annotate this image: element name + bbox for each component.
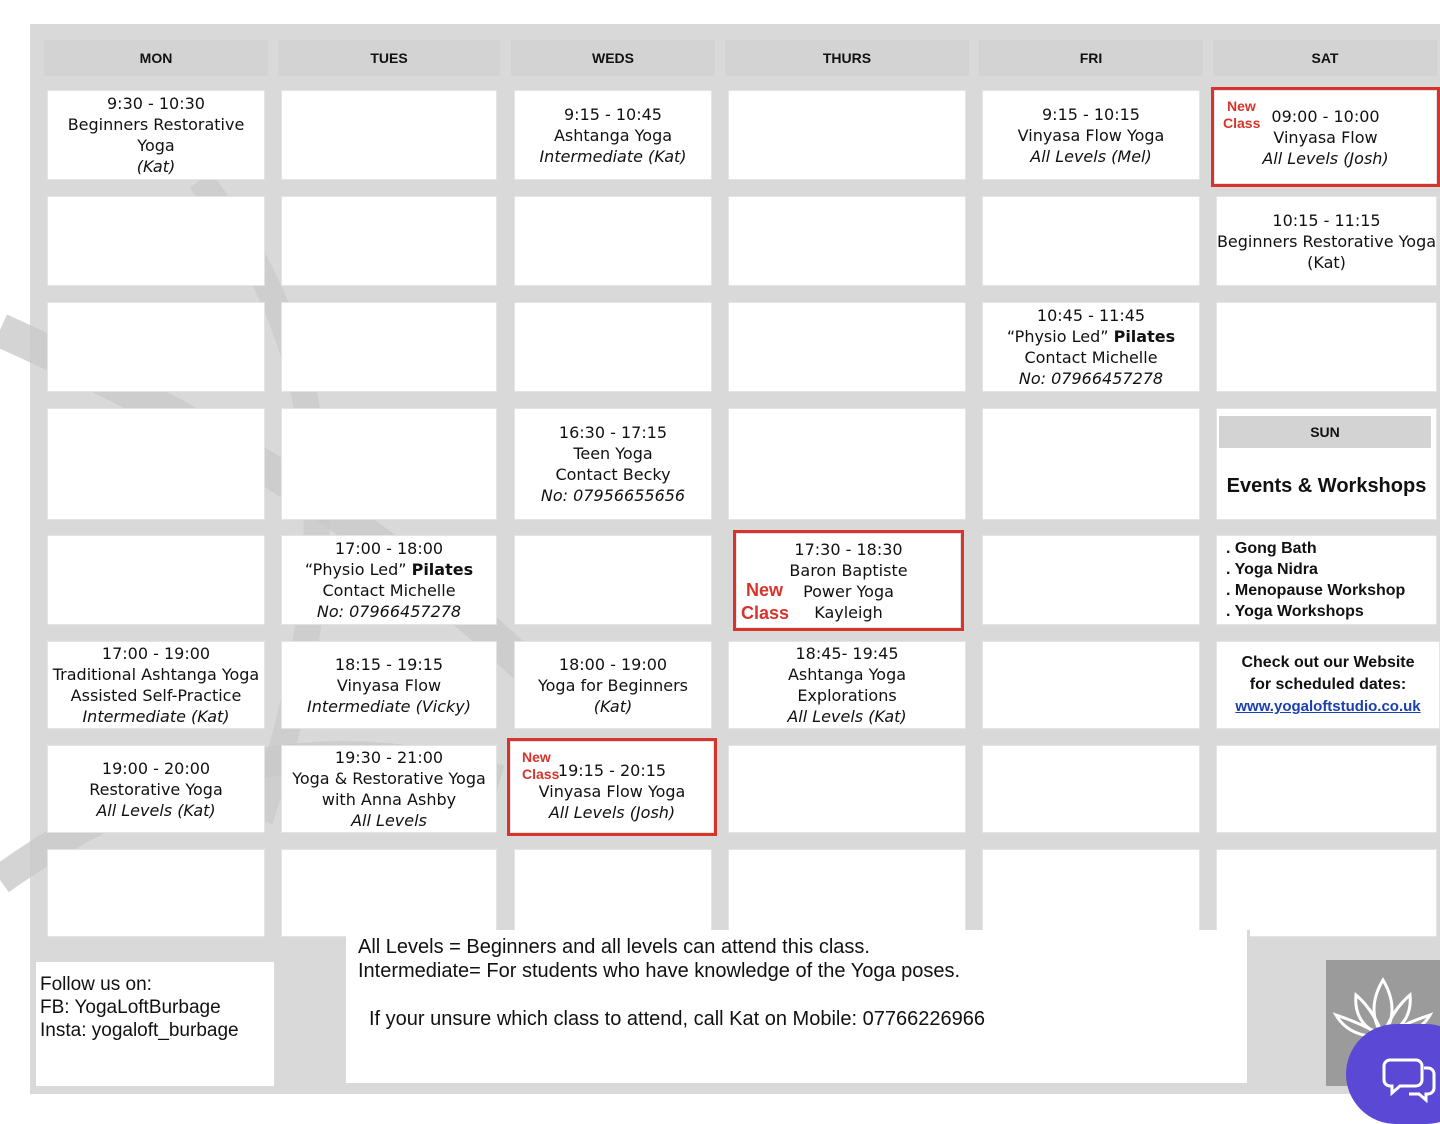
class-subtitle: Assisted Self-Practice: [70, 686, 242, 705]
new-class-badge: [741, 579, 789, 625]
empty-cell: [514, 196, 712, 286]
follow-label: Follow us on:: [40, 974, 152, 995]
class-cell: [728, 641, 966, 729]
new-class-label-1: New: [746, 580, 784, 600]
class-note: (Kat): [593, 696, 633, 716]
empty-cell: [1216, 745, 1437, 833]
day-header-fri: FRI: [979, 40, 1203, 76]
class-time: 18:45- 19:45: [795, 644, 899, 663]
class-time: 10:15 - 11:15: [1272, 210, 1381, 230]
new-class-badge: [1223, 98, 1260, 132]
new-class-label-2: Class: [741, 603, 790, 623]
day-header-sun: SUN: [1219, 416, 1431, 448]
legend-all-levels: All Levels = Beginners and all levels can attend this class.: [358, 936, 870, 958]
workshop-item: . Gong Bath: [1226, 540, 1317, 557]
website-heading: Check out our Website: [1241, 654, 1415, 671]
class-instructor: Kayleigh: [814, 602, 883, 622]
class-phone: No: 07956655656: [540, 486, 686, 505]
class-time: 17:00 - 19:00: [101, 644, 211, 663]
class-note: All Levels (Mel): [1030, 146, 1152, 166]
empty-cell: [728, 408, 966, 520]
empty-cell: [47, 535, 265, 625]
day-header-weds: WEDS: [511, 40, 715, 76]
empty-cell: [514, 535, 712, 625]
class-name: Vinyasa Flow Yoga: [1017, 125, 1165, 145]
empty-cell: [281, 408, 497, 520]
website-cell: [1216, 641, 1440, 729]
workshop-list: [1216, 535, 1437, 625]
empty-cell: [281, 196, 497, 286]
class-name: Yoga & Restorative Yoga: [292, 769, 486, 788]
class-note: All Levels: [351, 811, 427, 830]
class-note: Intermediate (Vicky): [307, 696, 471, 716]
class-note: Intermediate (Kat): [539, 146, 687, 166]
empty-cell: [728, 849, 966, 937]
class-name: Vinyasa Flow: [1273, 127, 1378, 147]
class-cell: [47, 641, 265, 729]
empty-cell: [514, 302, 712, 392]
empty-cell: [47, 302, 265, 392]
class-time: 9:15 - 10:45: [564, 104, 662, 124]
empty-cell: [728, 302, 966, 392]
empty-cell: [47, 408, 265, 520]
legend-intermediate: Intermediate= For students who have knowledge of the Yoga poses.: [358, 960, 961, 982]
class-name: Restorative Yoga: [89, 779, 223, 799]
call-info: If your unsure which class to attend, call Kat on Mobile: 07766226966: [369, 1008, 985, 1030]
class-cell: [281, 641, 497, 729]
class-note: (Kat): [1307, 252, 1346, 272]
chat-widget-button[interactable]: [1346, 1024, 1440, 1124]
class-contact: Contact Michelle: [1024, 348, 1158, 367]
class-time: 19:00 - 20:00: [101, 758, 211, 778]
class-cell: [281, 745, 497, 833]
class-time: 17:00 - 18:00: [334, 539, 444, 558]
empty-cell: [982, 196, 1200, 286]
website-subheading: for scheduled dates:: [1249, 676, 1407, 693]
empty-cell: [982, 745, 1200, 833]
empty-cell: [982, 641, 1200, 729]
class-time: 10:45 - 11:45: [1036, 306, 1146, 325]
class-time: 09:00 - 10:00: [1271, 106, 1380, 126]
class-time: 9:30 - 10:30: [107, 94, 205, 113]
empty-cell: [982, 408, 1200, 520]
empty-cell: [281, 90, 497, 180]
class-name-bold: Pilates: [411, 560, 474, 579]
class-note: All Levels (Josh): [1262, 148, 1389, 168]
class-cell: [281, 535, 497, 625]
empty-cell: [514, 849, 712, 937]
class-name: Ashtanga Yoga: [787, 665, 907, 684]
empty-cell: [47, 849, 265, 937]
class-name: Beginners Restorative Yoga: [67, 115, 245, 155]
empty-cell: [281, 849, 497, 937]
class-cell: [1216, 196, 1437, 286]
class-cell: [47, 745, 265, 833]
instagram-handle: Insta: yogaloft_burbage: [40, 1020, 239, 1041]
class-note: All Levels (Josh): [548, 802, 676, 822]
empty-cell: [728, 90, 966, 180]
class-time: 18:15 - 19:15: [334, 654, 444, 674]
class-name: Vinyasa Flow Yoga: [538, 781, 686, 801]
workshop-item: . Yoga Nidra: [1226, 561, 1318, 578]
class-contact: Contact Michelle: [322, 581, 456, 600]
legend-box: [346, 930, 1250, 1086]
class-name: Baron Baptiste: [789, 560, 908, 580]
class-note: All Levels (Kat): [787, 707, 907, 726]
class-name: [305, 559, 473, 580]
class-note: Intermediate (Kat): [82, 707, 230, 726]
empty-cell: [982, 849, 1200, 937]
new-class-label-2: Class: [1223, 115, 1261, 131]
day-header-mon: MON: [44, 40, 268, 76]
day-header-sat: SAT: [1213, 40, 1437, 76]
class-name: Traditional Ashtanga Yoga: [52, 665, 260, 684]
day-header-tues: TUES: [278, 40, 500, 76]
class-time: 17:30 - 18:30: [794, 539, 903, 559]
chat-bubble-icon: [1376, 1046, 1440, 1106]
empty-cell: [1216, 302, 1437, 392]
class-time: 19:15 - 20:15: [557, 760, 667, 780]
class-time: 16:30 - 17:15: [558, 423, 668, 442]
class-name-prefix: “Physio Led”: [1006, 327, 1114, 346]
class-note: (Kat): [136, 157, 176, 176]
class-name-prefix: “Physio Led”: [304, 560, 412, 579]
class-phone: No: 07966457278: [1018, 369, 1164, 388]
class-name-bold: Pilates: [1113, 327, 1176, 346]
class-subtitle: Power Yoga: [803, 581, 894, 601]
class-time: 18:00 - 19:00: [558, 654, 668, 674]
class-cell: [982, 302, 1200, 392]
empty-cell: [1216, 849, 1437, 937]
class-subtitle: with Anna Ashby: [321, 790, 457, 809]
class-name: Vinyasa Flow: [336, 675, 442, 695]
class-cell: [47, 90, 265, 180]
class-phone: No: 07966457278: [316, 602, 462, 621]
class-name: Beginners Restorative Yoga: [1216, 231, 1437, 251]
class-time: 19:30 - 21:00: [334, 748, 444, 767]
class-name: Yoga for Beginners: [537, 675, 689, 695]
new-class-badge: [522, 749, 559, 783]
class-cell: [514, 90, 712, 180]
class-name: Teen Yoga: [573, 444, 653, 463]
class-time: 9:15 - 10:15: [1042, 104, 1140, 124]
empty-cell: [47, 196, 265, 286]
class-name: Ashtanga Yoga: [553, 125, 673, 145]
class-contact: Contact Becky: [555, 465, 671, 484]
empty-cell: [281, 302, 497, 392]
class-cell-new: [507, 738, 717, 836]
empty-cell: [728, 745, 966, 833]
class-cell: [982, 90, 1200, 180]
facebook-handle: FB: YogaLoftBurbage: [40, 997, 221, 1018]
class-cell: [514, 408, 712, 520]
empty-cell: [728, 196, 966, 286]
class-note: All Levels (Kat): [96, 800, 216, 820]
class-cell-new: [733, 530, 964, 631]
new-class-label-1: New: [522, 749, 551, 765]
events-title: Events & Workshops: [1226, 475, 1427, 497]
class-subtitle: Explorations: [797, 686, 897, 705]
social-links-box: [36, 962, 274, 1086]
day-header-thurs: THURS: [725, 40, 969, 76]
workshop-item: . Yoga Workshops: [1226, 603, 1364, 620]
new-class-label-1: New: [1227, 98, 1256, 114]
workshop-item: . Menopause Workshop: [1226, 582, 1406, 599]
website-link[interactable]: www.yogaloftstudio.co.uk: [1235, 698, 1421, 715]
class-name: [1007, 326, 1175, 347]
empty-cell: [982, 535, 1200, 625]
class-cell: [514, 641, 712, 729]
class-cell-new: [1211, 87, 1440, 187]
new-class-label-2: Class: [522, 766, 560, 782]
